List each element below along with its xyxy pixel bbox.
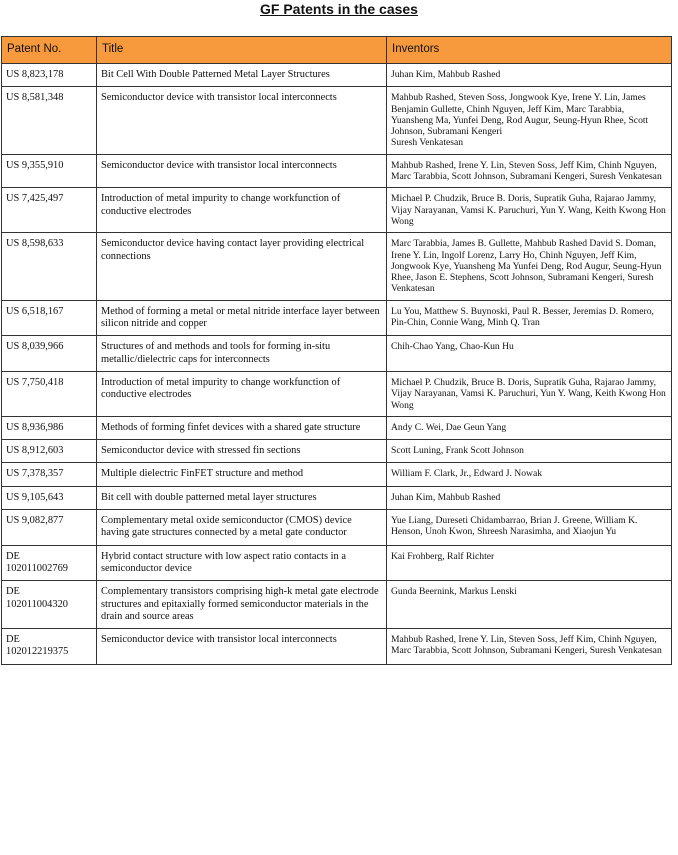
table-row xyxy=(2,188,672,233)
inventors-cell: Scott Luning, Frank Scott Johnson xyxy=(387,440,672,463)
patent-number-cell: US 9,355,910 xyxy=(2,154,97,188)
patent-title-cell: Bit cell with double patterned metal layer structures xyxy=(97,486,387,509)
table-row xyxy=(2,64,672,87)
table-row xyxy=(2,416,672,439)
header-title: Title xyxy=(97,37,387,64)
inventors-cell: Juhan Kim, Mahbub Rashed xyxy=(387,486,672,509)
patent-title-cell: Multiple dielectric FinFET structure and method xyxy=(97,463,387,486)
patent-title-cell: Semiconductor device with transistor local interconnects xyxy=(97,87,387,154)
inventors-cell: Michael P. Chudzik, Bruce B. Doris, Supratik Guha, Rajarao Jammy, Vijay Narayanan, Vamsi K. Paruchuri, Yun Y. Wang, Keith Kwong Hon Wong xyxy=(387,371,672,416)
inventors-cell: Yue Liang, Dureseti Chidambarrao, Brian J. Greene, William K. Henson, Unoh Kwon, Shreesh Narasimha, and Xiaojun Yu xyxy=(387,510,672,546)
page-title xyxy=(0,1,678,17)
patent-title-cell: Introduction of metal impurity to change workfunction of conductive electrodes xyxy=(97,188,387,233)
table-header-row xyxy=(2,37,672,64)
inventors-cell: Andy C. Wei, Dae Geun Yang xyxy=(387,416,672,439)
inventors-cell: Michael P. Chudzik, Bruce B. Doris, Supratik Guha, Rajarao Jammy, Vijay Narayanan, Vamsi K. Paruchuri, Yun Y. Wang, Keith Kwong Hon Wong xyxy=(387,188,672,233)
patent-title-cell: Hybrid contact structure with low aspect ratio contacts in a semiconductor device xyxy=(97,545,387,581)
patent-title-cell: Methods of forming finfet devices with a shared gate structure xyxy=(97,416,387,439)
patent-title-cell: Semiconductor device with stressed fin sections xyxy=(97,440,387,463)
header-patent-no: Patent No. xyxy=(2,37,97,64)
inventors-cell: Chih-Chao Yang, Chao-Kun Hu xyxy=(387,336,672,372)
patent-number-cell: US 8,581,348 xyxy=(2,87,97,154)
patent-number-cell: US 7,750,418 xyxy=(2,371,97,416)
patent-number-cell: US 7,378,357 xyxy=(2,463,97,486)
patent-number-cell: DE 102011002769 xyxy=(2,545,97,581)
table-row xyxy=(2,463,672,486)
patent-number-cell: US 8,936,986 xyxy=(2,416,97,439)
patent-title-cell: Complementary transistors comprising high-k metal gate electrode structures and epitaxially formed semiconductor materials in the drain and source areas xyxy=(97,581,387,629)
inventors-cell: Mahbub Rashed, Irene Y. Lin, Steven Soss, Jeff Kim, Chinh Nguyen, Marc Tarabbia, Scott Johnson, Subramani Kengeri, Suresh Venkatesan xyxy=(387,154,672,188)
patent-number-cell: US 8,912,603 xyxy=(2,440,97,463)
page-title-text: GF Patents in the cases xyxy=(260,1,418,17)
inventors-cell: William F. Clark, Jr., Edward J. Nowak xyxy=(387,463,672,486)
inventors-cell: Mahbub Rashed, Irene Y. Lin, Steven Soss, Jeff Kim, Chinh Nguyen, Marc Tarabbia, Scott Johnson, Subramani Kengeri, Suresh Venkatesan xyxy=(387,629,672,665)
patent-number-cell: US 8,823,178 xyxy=(2,64,97,87)
header-inventors: Inventors xyxy=(387,37,672,64)
patent-title-cell: Semiconductor device with transistor local interconnects xyxy=(97,629,387,665)
patent-number-cell: DE 102011004320 xyxy=(2,581,97,629)
table-row xyxy=(2,336,672,372)
table-row xyxy=(2,629,672,665)
patent-number-cell: US 9,082,877 xyxy=(2,510,97,546)
inventors-cell: Mahbub Rashed, Steven Soss, Jongwook Kye, Irene Y. Lin, James Benjamin Gullette, Chinh Nguyen, Jeff Kim, Marc Tarabbia, Yuansheng Ma, Yunfei Deng, Rod Augur, Seung-Hyun Rhee, Scott Johnson, Subramani Kengeri Suresh Venkatesan xyxy=(387,87,672,154)
table-row xyxy=(2,545,672,581)
inventors-cell: Gunda Beernink, Markus Lenski xyxy=(387,581,672,629)
table-row xyxy=(2,87,672,154)
table-row xyxy=(2,440,672,463)
table-row xyxy=(2,300,672,336)
table-row xyxy=(2,510,672,546)
patent-title-cell: Bit Cell With Double Patterned Metal Layer Structures xyxy=(97,64,387,87)
patent-title-cell: Complementary metal oxide semiconductor (CMOS) device having gate structures connected by a metal gate conductor xyxy=(97,510,387,546)
inventors-cell: Juhan Kim, Mahbub Rashed xyxy=(387,64,672,87)
table-row xyxy=(2,486,672,509)
patent-number-cell: US 8,598,633 xyxy=(2,233,97,300)
patent-title-cell: Method of forming a metal or metal nitride interface layer between silicon nitride and copper xyxy=(97,300,387,336)
inventors-cell: Marc Tarabbia, James B. Gullette, Mahbub Rashed David S. Doman, Irene Y. Lin, Ingolf Lorenz, Larry Ho, Chinh Nguyen, Jeff Kim, Jongwook Kye, Yuansheng Ma Yunfei Deng, Rod Augur, Seung-Hyun Rhee, Jason E. Stephens, Scott Johnson, Subramani Kengeri, Suresh Venkatesan xyxy=(387,233,672,300)
patent-title-cell: Structures of and methods and tools for forming in-situ metallic/dielectric caps for interconnects xyxy=(97,336,387,372)
patent-number-cell: US 6,518,167 xyxy=(2,300,97,336)
patent-title-cell: Semiconductor device with transistor local interconnects xyxy=(97,154,387,188)
table-row xyxy=(2,233,672,300)
patent-number-cell: US 8,039,966 xyxy=(2,336,97,372)
table-row xyxy=(2,581,672,629)
inventors-cell: Kai Frohberg, Ralf Richter xyxy=(387,545,672,581)
patent-number-cell: US 9,105,643 xyxy=(2,486,97,509)
patent-number-cell: DE 102012219375 xyxy=(2,629,97,665)
patent-title-cell: Introduction of metal impurity to change workfunction of conductive electrodes xyxy=(97,371,387,416)
table-row xyxy=(2,154,672,188)
table-row xyxy=(2,371,672,416)
patent-title-cell: Semiconductor device having contact layer providing electrical connections xyxy=(97,233,387,300)
patents-table xyxy=(1,36,672,665)
patent-number-cell: US 7,425,497 xyxy=(2,188,97,233)
inventors-cell: Lu You, Matthew S. Buynoski, Paul R. Besser, Jeremias D. Romero, Pin-Chin, Connie Wang, Minh Q. Tran xyxy=(387,300,672,336)
